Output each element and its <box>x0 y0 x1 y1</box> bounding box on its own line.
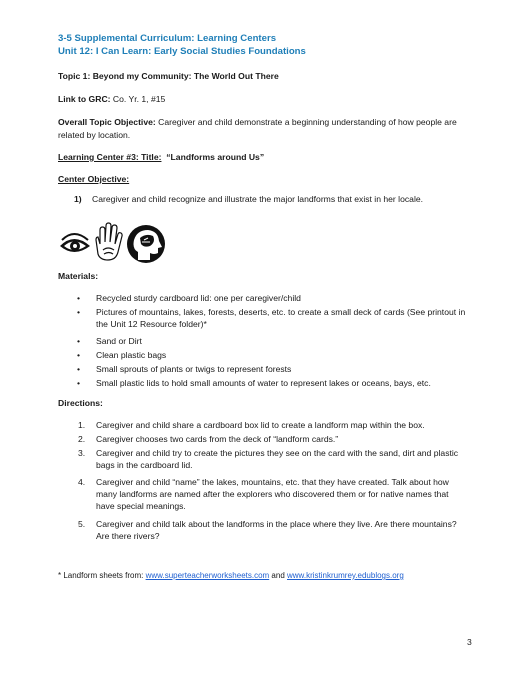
list-item: 5. Caregiver and child talk about the landforms in the place where they live. Are there mountains? Are there rivers? <box>78 518 457 541</box>
list-item: 4. Caregiver and child “name” the lakes, mountains, etc. that they have created. Talk about how many landforms are named after the explorers who discovered them or for native names that have special meanings. <box>78 476 449 511</box>
kristinkrumrey-link[interactable]: www.kristinkrumrey.edublogs.org <box>287 571 404 580</box>
grc-label: Link to GRC: <box>58 94 111 104</box>
grc-link-line <box>58 93 165 105</box>
topic-heading: Topic 1: Beyond my Community: The World Out There <box>58 71 279 81</box>
objective-text: Caregiver and child demonstrate a beginning understanding of how people are <box>155 117 457 127</box>
materials-heading: Materials: <box>58 271 99 281</box>
list-item: • Pictures of mountains, lakes, forests, deserts, etc. to create a small deck of cards (See printout in the Unit 12 Resource folder)* <box>64 306 484 334</box>
materials-list <box>64 292 484 391</box>
curriculum-title: 3-5 Supplemental Curriculum: Learning Centers <box>58 33 277 44</box>
list-item: 3. Caregiver and child try to create the pictures they see on the card with the sand, dirt and plastic bags in the cardboard lid. <box>78 448 459 471</box>
objective-line-2: related by location. <box>58 130 131 140</box>
center-objective-number: 1) <box>74 194 82 204</box>
unit-title: Unit 12: I Can Learn: Early Social Studies Foundations <box>58 46 306 57</box>
learning-center-label: Learning Center #3: Title: <box>58 152 162 162</box>
directions-list <box>78 419 488 546</box>
center-objective-heading: Center Objective: <box>58 174 130 184</box>
objective-label: Overall Topic Objective: <box>58 117 156 127</box>
superteacher-link[interactable]: www.superteacherworksheets.com <box>145 571 270 580</box>
objective-line-1 <box>58 116 457 128</box>
list-item: • Small sprouts of plants or twigs to represent forests <box>64 363 484 377</box>
footnote: * Landform sheets from: www.superteacherworksheets.com and www.kristinkrumrey.edublogs.org <box>58 571 404 580</box>
list-item: • Clean plastic bags <box>64 349 484 363</box>
list-item: • Small plastic lids to hold small amounts of water to represent lakes or oceans, bays, etc. <box>64 377 484 391</box>
footnote-prefix: * Landform sheets from: <box>58 571 146 580</box>
center-objective-text: Caregiver and child recognize and illustrate the major landforms that exist in her locale. <box>92 194 424 204</box>
list-item: 1. Caregiver and child share a cardboard box lid to create a landform map within the box. <box>78 420 425 430</box>
hand-icon <box>96 223 122 260</box>
head-profile-icon <box>127 225 165 263</box>
list-item: • Recycled sturdy cardboard lid: one per caregiver/child <box>64 292 484 306</box>
eye-icon <box>60 234 90 252</box>
list-item: 2. Caregiver chooses two cards from the deck of “landform cards.” <box>78 434 339 445</box>
learning-center-title <box>58 151 264 163</box>
directions-heading: Directions: <box>58 398 103 408</box>
learning-style-icons <box>58 222 168 264</box>
list-item: • Sand or Dirt <box>64 335 484 349</box>
page-number: 3 <box>467 637 472 647</box>
grc-value: Co. Yr. 1, #15 <box>110 94 166 104</box>
learning-center-name: “Landforms around Us” <box>166 152 265 162</box>
